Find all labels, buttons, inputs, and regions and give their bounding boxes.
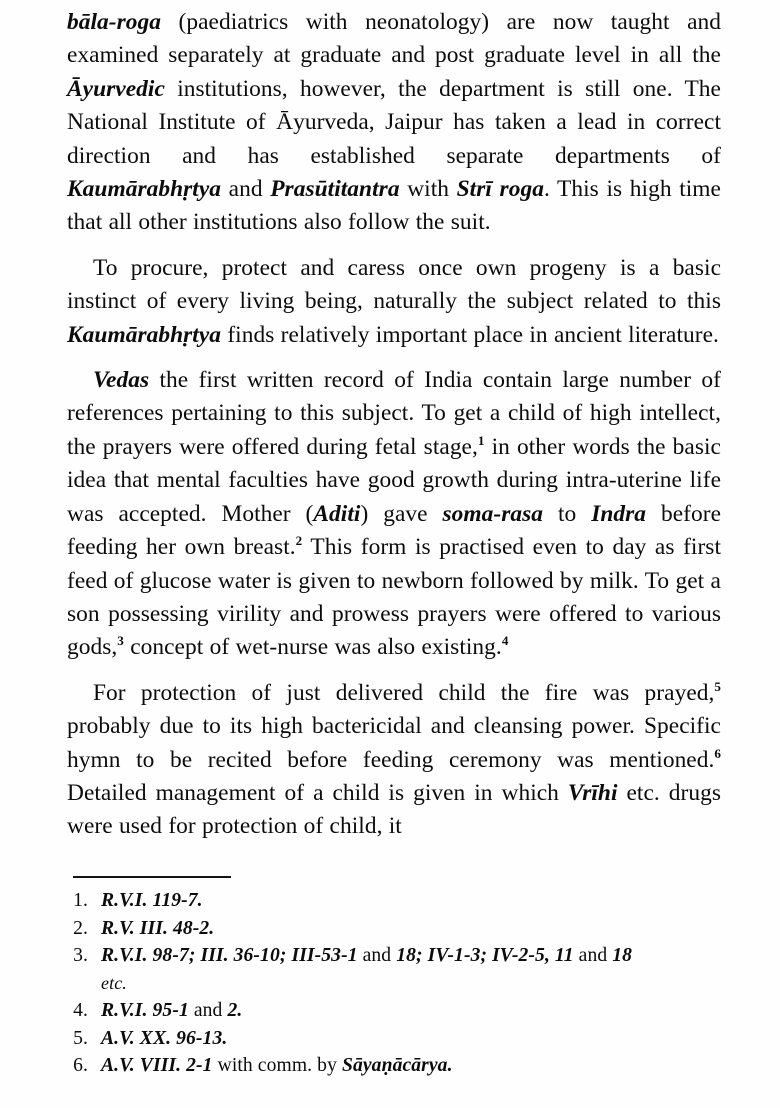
italic-term: Kaumārabhṛtya	[67, 321, 222, 348]
text-run: probably due to its high bactericidal and cleansing power. Specific hymn to be recited before feeding ceremony was mentioned.	[67, 713, 721, 773]
italic-term: Sāyaṇācārya.	[341, 1055, 453, 1076]
paragraph-1	[67, 6, 721, 240]
footnote-text	[101, 942, 732, 997]
italic-term: Kaumārabhṛtya	[67, 176, 222, 203]
footnote-continuation: etc.	[101, 972, 127, 993]
text-run: the first written record of India contain large number of references pertaining to this subject. To get a child of high intellect, the prayers were offered during fetal stage,	[67, 367, 721, 460]
footnote-number: 6.	[73, 1055, 88, 1076]
footnote-item	[67, 1025, 732, 1053]
footnote-item	[67, 887, 732, 915]
footnote-text	[101, 1052, 732, 1080]
footnote-text	[101, 1025, 732, 1053]
italic-term: soma-rasa	[442, 500, 544, 527]
text-run: ) gave	[360, 500, 443, 527]
footnotes-section	[67, 876, 732, 1080]
footnote-marker: 4	[501, 633, 509, 649]
text-run: To procure, protect and caress once own progeny is a basic instinct of every living being, naturally the subject related to this	[67, 254, 721, 315]
footnote-marker: 1	[477, 433, 485, 449]
text-run: with comm. by	[217, 1055, 342, 1076]
italic-term: 18	[612, 945, 633, 966]
footnote-text	[101, 915, 732, 943]
text-run: etc. drugs were used for protection of child, it	[67, 779, 721, 840]
italic-term: A.V. VIII. 2-1	[101, 1055, 218, 1076]
italic-term: Vrīhi	[567, 779, 618, 806]
italic-term: R.V. III. 48-2.	[101, 917, 215, 939]
text-run: For protection of just delivered child the fire was prayed,	[93, 679, 715, 706]
italic-term: R.V.I. 98-7; III. 36-10; III-53-1	[101, 945, 363, 966]
text-run: and	[221, 176, 271, 203]
footnote-marker: 2	[295, 533, 303, 549]
text-run: . This is high time that all other institutions also follow the suit.	[67, 176, 721, 236]
italic-term: Strī roga	[456, 176, 544, 203]
italic-term: bāla-roga	[67, 9, 162, 35]
italic-term: 2.	[227, 1000, 243, 1021]
italic-term: R.V.I. 95-1	[101, 1000, 194, 1021]
text-run: and	[362, 945, 397, 966]
italic-term: Āyurvedic	[67, 75, 165, 102]
italic-term: Prasūtitantra	[270, 176, 400, 203]
footnote-number: 5.	[73, 1027, 88, 1049]
text-run: and	[578, 945, 613, 966]
text-run: to	[543, 500, 592, 527]
footnote-separator-rule	[73, 876, 231, 878]
footnote-number: 4.	[73, 1000, 88, 1021]
footnote-number: 3.	[73, 945, 88, 966]
italic-term: Aditi	[313, 500, 361, 527]
text-run: institutions, however, the department is still one. The National Institute of Āyurveda, Jaipur has taken a lead in correct direction and has established separate departments of	[67, 75, 721, 169]
footnote-text	[101, 997, 732, 1025]
text-run: Detailed management of a child is given in which	[67, 779, 568, 806]
footnote-number: 2.	[73, 917, 88, 939]
text-run: concept of wet-nurse was also existing.	[123, 634, 502, 661]
italic-term: Vedas	[93, 367, 150, 394]
text-run: in other words the basic idea that mental faculties have good growth during intra-uterine life was accepted. Mother (	[67, 433, 721, 527]
text-run: This form is practised even to day as first feed of glucose water is given to newborn followed by milk. To get a son possessing virility and prowess prayers were offered to various gods,	[67, 534, 721, 661]
text-run: and	[193, 1000, 228, 1021]
italic-term: Indra	[591, 500, 647, 527]
footnote-marker: 3	[117, 633, 124, 649]
text-run: (paediatrics with neonatology) are now taught and examined separately at graduate and post graduate level in all the	[67, 9, 721, 69]
footnote-text	[101, 887, 732, 915]
text-run: before feeding her own breast.	[67, 500, 722, 561]
footnote-item	[67, 915, 732, 943]
italic-term: 18; IV-1-3; IV-2-5, 11	[396, 945, 579, 966]
italic-term: A.V. XX. 96-13.	[101, 1027, 228, 1049]
footnote-item	[67, 1052, 732, 1080]
paragraph-4	[67, 677, 721, 844]
body-text-column	[67, 6, 721, 844]
footnote-number: 1.	[73, 890, 88, 911]
italic-term: R.V.I. 119-7.	[101, 890, 203, 911]
paragraph-2	[67, 252, 721, 352]
paragraph-3	[67, 364, 721, 665]
text-run: with	[399, 176, 457, 203]
text-run: finds relatively important place in ancient literature.	[221, 321, 719, 348]
footnote-item	[67, 942, 732, 997]
footnote-item	[67, 997, 732, 1025]
footnote-list	[67, 887, 732, 1080]
footnote-marker: 6	[714, 745, 721, 761]
footnote-marker: 5	[714, 678, 721, 694]
